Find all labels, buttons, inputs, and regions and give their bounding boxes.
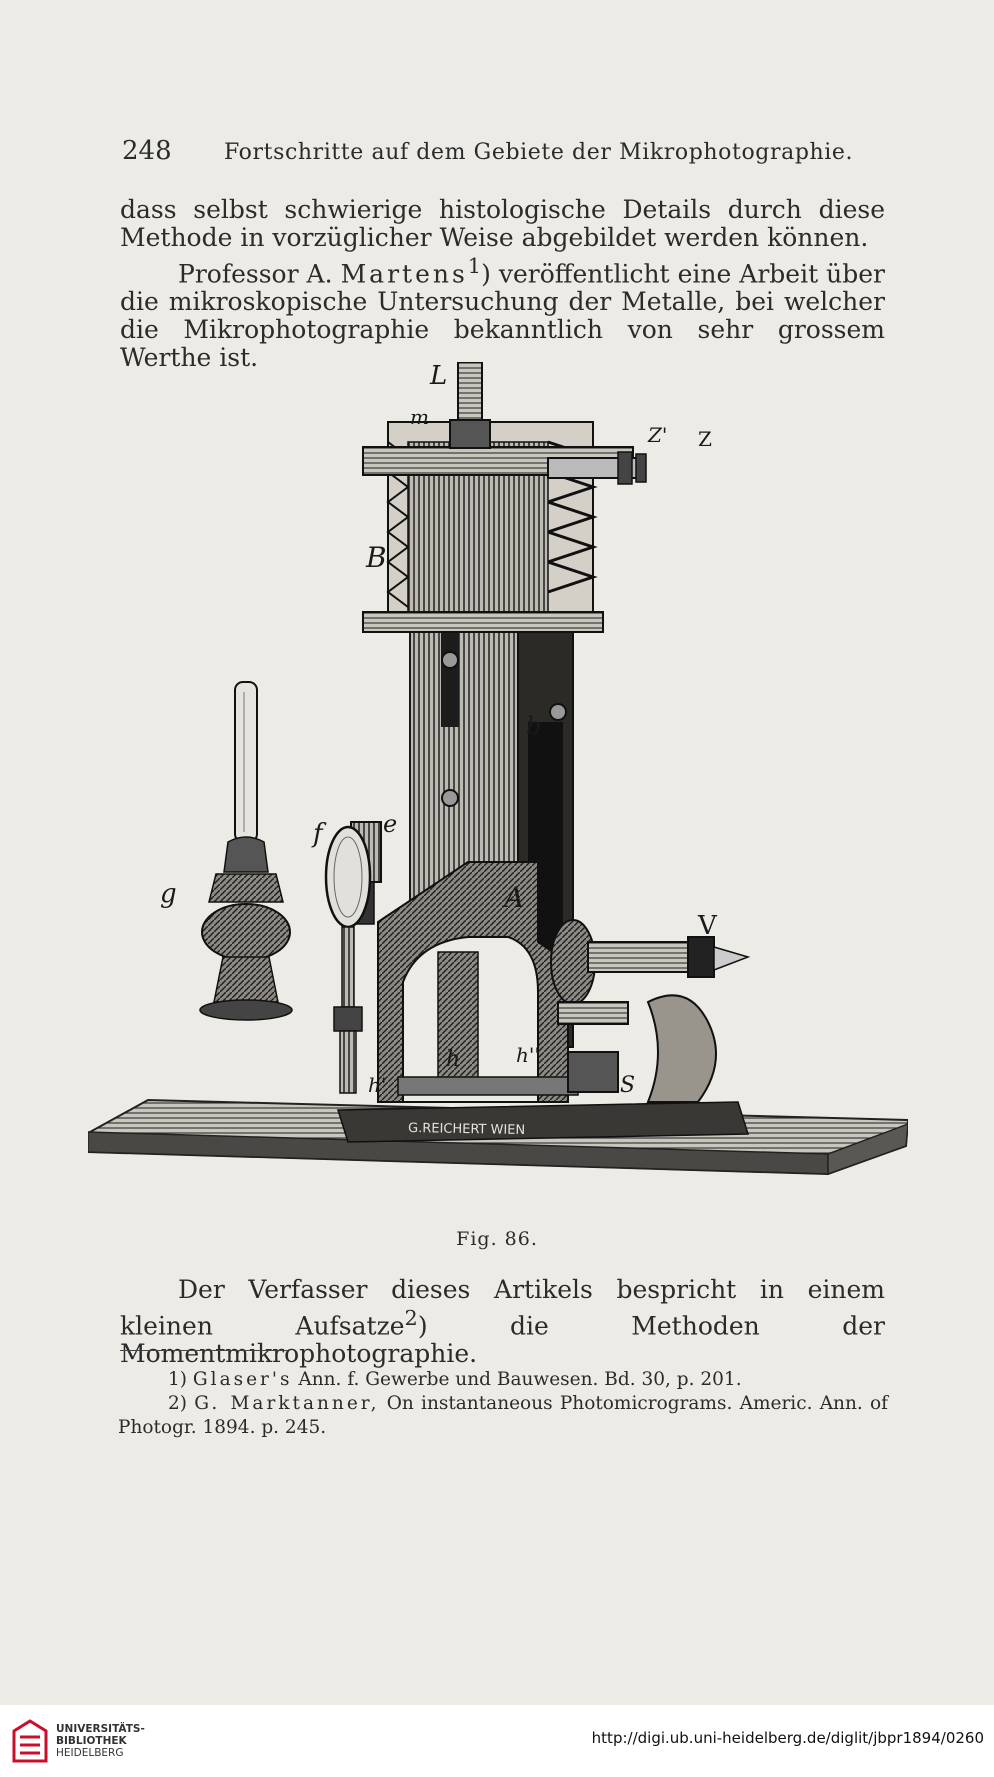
label-b-bellows: B (366, 541, 387, 574)
paragraph-1: dass selbst schwierige histologische Details durch diese Methode in vorzüglicher Weise abgebildet werden können. (120, 195, 885, 252)
label-s: S (620, 1073, 636, 1098)
label-L: L (430, 362, 448, 391)
footnote-1-number: 1) (168, 1369, 187, 1390)
body-paragraph-3 (120, 1276, 885, 1368)
label-z: Z (698, 427, 712, 451)
body-paragraphs (120, 196, 885, 372)
paragraph-3 (120, 1276, 885, 1368)
footnote-2-number: 2) (168, 1393, 187, 1414)
eyepiece-L (450, 362, 490, 448)
microscope-camera-illustration (88, 362, 908, 1212)
footnote-ref-2: 2 (404, 1306, 418, 1330)
footnotes (118, 1368, 888, 1440)
maker-plate-text: G.REICHERT WIEN (407, 1121, 526, 1139)
oil-lamp-g (200, 682, 292, 1020)
source-url-link[interactable]: http://digi.ub.uni-heidelberg.de/diglit/jbpr1894/0260 (591, 1729, 984, 1747)
label-z1: Z' (648, 423, 668, 447)
label-a: A (504, 881, 525, 914)
footnote-1 (118, 1368, 888, 1392)
library-footer (0, 1705, 994, 1777)
label-h: h (446, 1047, 461, 1072)
footnote-2-author: G. Marktanner, (194, 1393, 380, 1414)
paragraph-3-text-a: Der Verfasser dieses Artikels bespricht in einem kleinen Aufsatze (120, 1275, 885, 1341)
paragraph-2-intro: Professor A. (178, 259, 341, 289)
label-m: m (410, 405, 429, 429)
lamp-arm-V (551, 920, 748, 1102)
footnote-ref-1: 1 (467, 254, 482, 278)
library-name-line-3: HEIDELBERG (56, 1747, 124, 1759)
label-b: b (526, 712, 542, 740)
author-martens: Martens (340, 259, 468, 289)
label-f: f (313, 819, 323, 849)
label-e: e (383, 810, 398, 838)
library-name-line-1: UNIVERSITÄTS- (56, 1723, 145, 1735)
page-number: 248 (122, 136, 172, 166)
label-g: g (160, 879, 177, 909)
paragraph-2 (120, 252, 885, 372)
label-h1: h' (368, 1073, 387, 1097)
footnote-rule (120, 1350, 288, 1351)
label-v: V (698, 911, 717, 941)
condenser-lens-f (326, 827, 370, 1093)
label-h2: h'' (516, 1043, 540, 1067)
footnote-2 (118, 1392, 888, 1440)
university-library-logo-icon (10, 1717, 50, 1765)
library-name-line-2: BIBLIOTHEK (56, 1735, 127, 1747)
library-name (56, 1723, 145, 1759)
figure-caption: Fig. 86. (456, 1228, 538, 1250)
paragraph-3-text-b: ) die Methoden der Momentmikrophotographie. (120, 1311, 885, 1369)
footnote-1-text: Ann. f. Gewerbe und Bauwesen. Bd. 30, p. 201. (292, 1369, 742, 1390)
footnote-1-author: Glaser's (192, 1369, 293, 1390)
footnote-2-text: On instantaneous Photomicrograms. Americ. Ann. of Photogr. 1894. p. 245. (118, 1393, 888, 1438)
running-title: Fortschritte auf dem Gebiete der Mikrophotographie. (224, 140, 854, 165)
paragraph-2-text: ) veröffentlicht eine Arbeit über die mikroskopische Untersuchung der Metalle, bei welcher die Mikrophotographie bekanntlich von sehr grossem Werthe ist. (120, 259, 885, 373)
